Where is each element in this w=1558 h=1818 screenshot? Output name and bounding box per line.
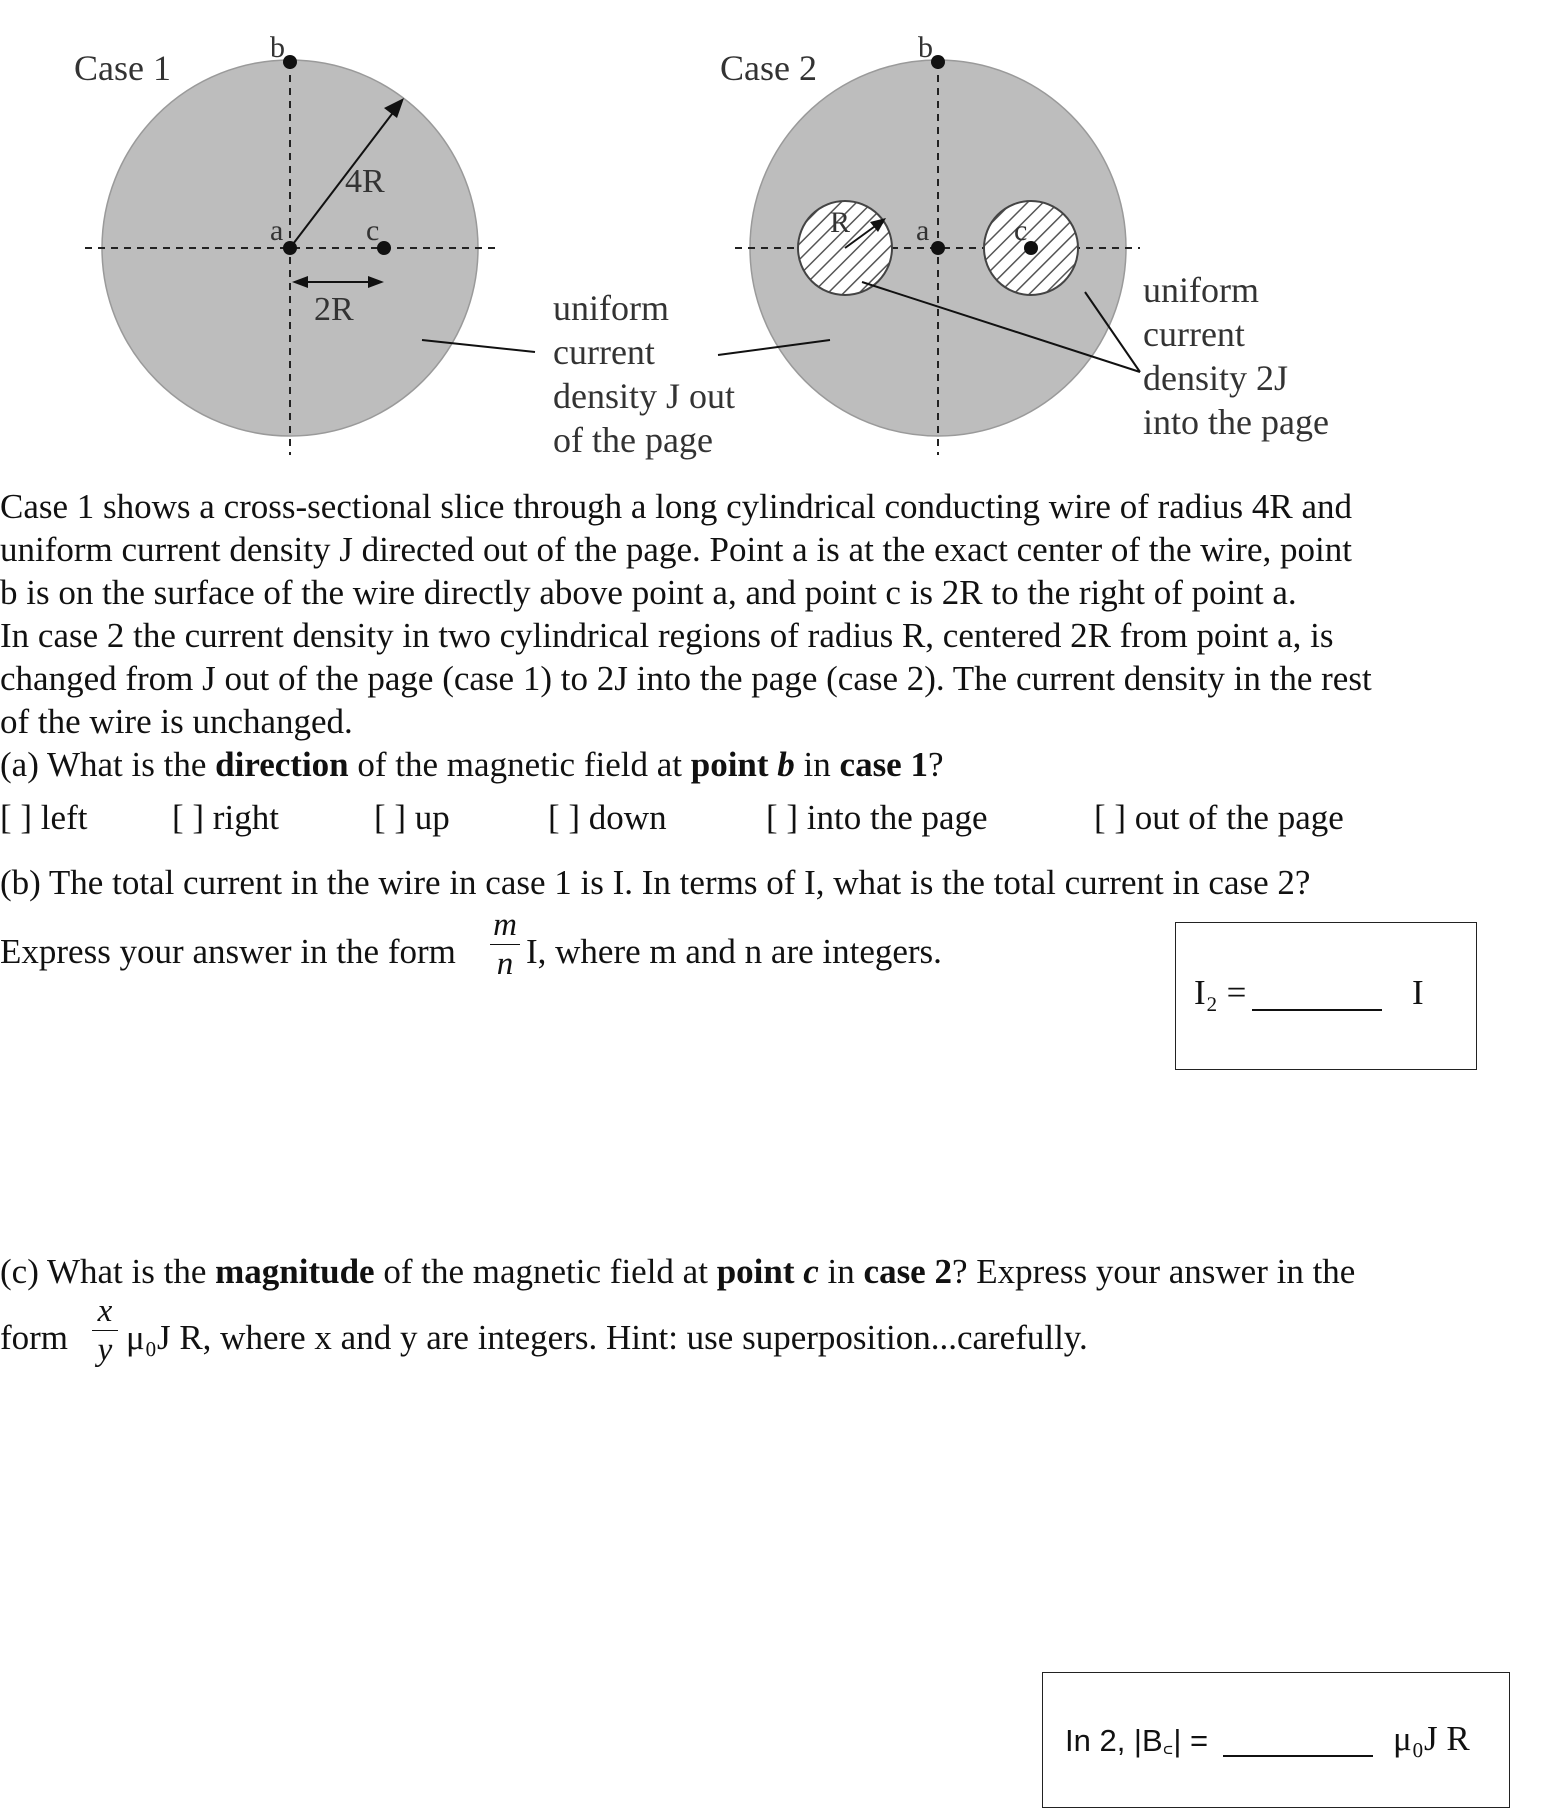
- case1-label-b: b: [270, 31, 285, 64]
- label-current-in-line3: density 2J: [1143, 358, 1289, 398]
- part-a-mid2: in: [794, 745, 840, 784]
- problem-intro: [0, 485, 1372, 743]
- part-b-answer-blank[interactable]: [1252, 1009, 1382, 1011]
- part-c-form-suffix: μ₀J R, where x and y are integers. Hint: use superposition...carefully.: [126, 1318, 1088, 1357]
- part-a-mid1: of the magnetic field at: [348, 745, 691, 784]
- case2-label-b: b: [918, 31, 933, 64]
- part-b-form-suffix: I, where m and n are integers.: [526, 932, 942, 971]
- option-into-page[interactable]: [ ] into the page: [766, 798, 988, 837]
- case1-label-distance: 2R: [314, 291, 354, 328]
- part-b-answer-box: [1175, 922, 1477, 1070]
- part-b-answer-label: I₂ =: [1194, 973, 1247, 1012]
- label-current-out: [553, 288, 744, 460]
- part-c-point-letter: c: [803, 1252, 819, 1291]
- part-b-form-tail: [526, 930, 942, 973]
- part-c-bold-point: [717, 1252, 819, 1291]
- label-current-out-line2: current: [553, 332, 655, 372]
- part-a-suffix: ?: [927, 745, 944, 784]
- label-current-in-line4: into the page: [1143, 402, 1329, 442]
- part-b-form: [0, 930, 456, 973]
- part-b-fraction: [490, 908, 520, 981]
- case1-title: Case 1: [74, 48, 171, 88]
- case1-label-a: a: [270, 214, 284, 247]
- part-b-question: (b) The total current in the wire in case 1 is I. In terms of I, what is the total current in case 2?: [0, 863, 1311, 902]
- part-a-question: [0, 743, 944, 786]
- part-c-form-prefix: form: [0, 1318, 69, 1357]
- part-c-answer-unit: μ₀J R: [1393, 1719, 1470, 1758]
- intro-line-2: uniform current density J directed out of the page. Point a is at the exact center of the wire, point: [0, 530, 1352, 569]
- wire-diagram: [0, 0, 1558, 470]
- intro-line-3: b is on the surface of the wire directly above point a, and point c is 2R to the right of point a.: [0, 573, 1297, 612]
- option-right[interactable]: [ ] right: [172, 798, 279, 837]
- part-b-form-prefix: Express your answer in the form: [0, 932, 456, 971]
- option-left[interactable]: [ ] left: [0, 798, 88, 837]
- part-c-form: [0, 1316, 68, 1359]
- part-c-fraction: [92, 1294, 118, 1367]
- part-a-bold-point: [691, 745, 795, 784]
- label-current-out-line1: uniform: [553, 288, 669, 328]
- case2-point-a: [931, 241, 945, 255]
- part-c-frac-den: y: [97, 1332, 113, 1368]
- case2-label-c: c: [1014, 214, 1028, 247]
- intro-line-4: In case 2 the current density in two cylindrical regions of radius R, centered 2R from point a, is: [0, 616, 1334, 655]
- part-c-answer-blank[interactable]: [1223, 1755, 1373, 1757]
- part-a-bold-direction: direction: [215, 745, 349, 784]
- case2-point-b: [931, 55, 945, 69]
- label-current-in: [1143, 270, 1329, 442]
- option-up[interactable]: [ ] up: [374, 798, 450, 837]
- part-c-frac-bar: [92, 1330, 118, 1331]
- part-a-point-letter: b: [777, 745, 795, 784]
- part-a-prefix: (a) What is the: [0, 745, 216, 784]
- part-c-bold-magnitude: magnitude: [215, 1252, 375, 1291]
- part-b-frac-num: m: [493, 907, 517, 943]
- part-c-mid2: in: [818, 1252, 864, 1291]
- intro-line-6: of the wire is unchanged.: [0, 702, 353, 741]
- intro-line-1: Case 1 shows a cross-sectional slice through a long cylindrical conducting wire of radius 4R and: [0, 487, 1353, 526]
- case2-title: Case 2: [720, 48, 817, 88]
- part-a-point-word: point: [690, 745, 778, 784]
- case2-label-small-radius: R: [830, 206, 851, 239]
- label-current-in-line1: uniform: [1143, 270, 1259, 310]
- part-b-answer-unit: I: [1412, 973, 1424, 1012]
- case1-label-radius: 4R: [345, 163, 385, 200]
- case1-label-c: c: [366, 214, 380, 247]
- part-c-suffix: ? Express your answer in the: [951, 1252, 1356, 1291]
- part-b-frac-bar: [490, 944, 520, 945]
- part-a-bold-case: case 1: [839, 745, 928, 784]
- label-current-out-line4: of the page: [553, 420, 713, 460]
- option-out-of-page[interactable]: [ ] out of the page: [1094, 798, 1344, 837]
- part-c-point-word: point: [716, 1252, 804, 1291]
- part-c-question: [0, 1250, 1355, 1293]
- part-c-answer-label: In 2, |B꜀| =: [1065, 1723, 1209, 1758]
- case2-label-a: a: [916, 214, 930, 247]
- intro-line-5: changed from J out of the page (case 1) to 2J into the page (case 2). The current density in the rest: [0, 659, 1372, 698]
- label-current-out-line3: density J out: [553, 376, 736, 416]
- part-b-frac-den: n: [496, 946, 514, 982]
- part-c-bold-case: case 2: [863, 1252, 952, 1291]
- part-c-prefix: (c) What is the: [0, 1252, 216, 1291]
- part-c-form-tail: [126, 1316, 1088, 1359]
- option-down[interactable]: [ ] down: [548, 798, 667, 837]
- part-c-frac-num: x: [97, 1293, 113, 1329]
- case1-point-b: [283, 55, 297, 69]
- label-current-in-line2: current: [1143, 314, 1245, 354]
- part-c-mid1: of the magnetic field at: [374, 1252, 717, 1291]
- part-c-answer-box: [1042, 1672, 1510, 1808]
